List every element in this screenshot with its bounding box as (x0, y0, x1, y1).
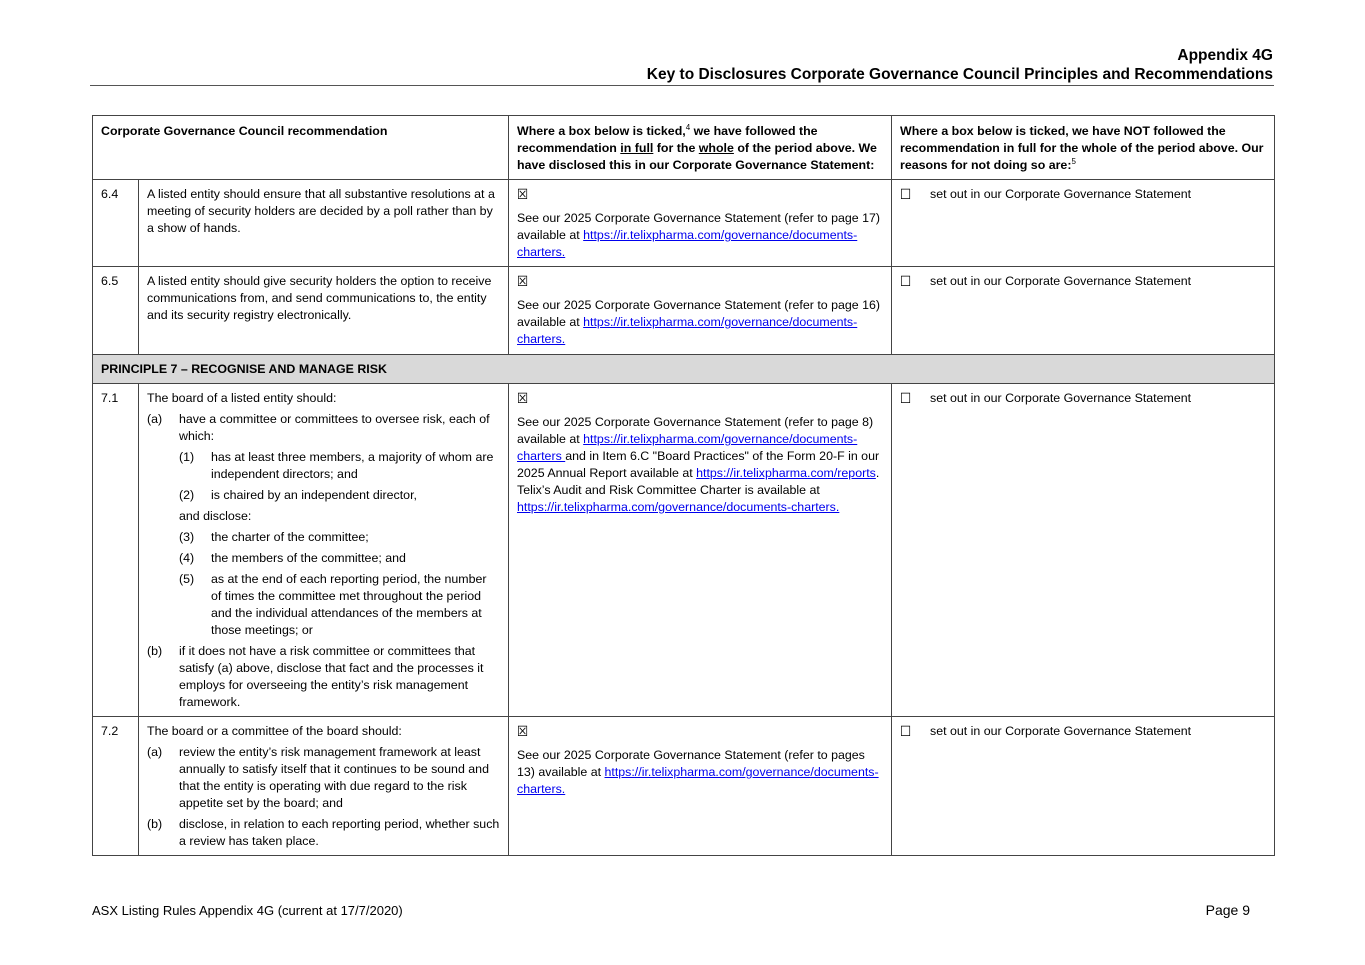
followed-cell: ☒ See our 2025 Corporate Governance Statement (refer to page 17) available at https://ir.telixpharma.com/governance/documents-charters. (509, 180, 892, 267)
ticked-checkbox[interactable]: ☒ (517, 186, 529, 202)
rec-number: 6.5 (93, 267, 139, 355)
followed-cell: ☒ See our 2025 Corporate Governance Statement (refer to page 8) available at https://ir.telixpharma.com/governance/documents-charters and in Item 6.C "Board Practices" of the Form 20-F in our 2025 Annual Report available at https://ir.telixpharma.com/reports. Telix’s Audit and Risk Committee Charter is available at https://ir.telixpharma.com/governance/documents-charters. (509, 384, 892, 717)
followed-cell: ☒ See our 2025 Corporate Governance Statement (refer to pages 13) available at https://ir.telixpharma.com/governance/documents-charters. (509, 717, 892, 856)
charters-link[interactable]: https://ir.telixpharma.com/governance/documents-charters. (517, 315, 858, 346)
header-rule (90, 85, 1274, 86)
audit-charter-link[interactable]: https://ir.telixpharma.com/governance/documents-charters. (517, 500, 840, 514)
not-followed-cell: ☐ set out in our Corporate Governance Statement (892, 267, 1275, 355)
footnote-4: 4 (685, 122, 691, 132)
table-row (93, 717, 1275, 856)
page-header (647, 46, 1273, 84)
table-row (93, 180, 1275, 267)
charters-link[interactable]: https://ir.telixpharma.com/governance/documents-charters. (517, 765, 879, 796)
table-row (93, 267, 1275, 355)
col3-header: Where a box below is ticked, we have NOT followed the recommendation in full for the whole of the period above. Our reasons for not doing so are:$^5$ (892, 116, 1275, 180)
footnote-5: 5 (1071, 156, 1076, 166)
ticked-checkbox[interactable]: ☒ (517, 390, 529, 406)
principle-7-heading: PRINCIPLE 7 – RECOGNISE AND MANAGE RISK (93, 355, 1275, 384)
disclosure-table (92, 115, 1275, 856)
rec-number: 7.1 (93, 384, 139, 717)
col1-header: Corporate Governance Council recommendation (93, 116, 509, 180)
ticked-checkbox[interactable]: ☒ (517, 273, 529, 289)
unticked-checkbox[interactable]: ☐ (900, 186, 912, 202)
ticked-checkbox[interactable]: ☒ (517, 723, 529, 739)
document-subtitle: Key to Disclosures Corporate Governance Council Principles and Recommendations (646, 66, 1273, 83)
footer-source: ASX Listing Rules Appendix 4G (current at 17/7/2020) (92, 903, 403, 918)
rec-number: 7.2 (93, 717, 139, 856)
table-row (93, 384, 1275, 717)
rec-text: A listed entity should ensure that all substantive resolutions at a meeting of security holders are decided by a poll rather than by a show of hands. (139, 180, 509, 267)
reports-link[interactable]: https://ir.telixpharma.com/reports (696, 466, 876, 480)
page-number: Page 9 (1205, 902, 1250, 918)
principle-row (93, 355, 1275, 384)
col2-header: Where a box below is ticked,$^4$ we have followed the recommendation in full for the whole of the period above. We have disclosed this in our Corporate Governance Statement: (509, 116, 892, 180)
not-followed-cell: ☐ set out in our Corporate Governance Statement (892, 180, 1275, 267)
followed-cell: ☒ See our 2025 Corporate Governance Statement (refer to page 16) available at https://ir.telixpharma.com/governance/documents-charters. (509, 267, 892, 355)
unticked-checkbox[interactable]: ☐ (900, 723, 912, 739)
not-followed-cell: ☐ set out in our Corporate Governance Statement (892, 717, 1275, 856)
rec-text: The board or a committee of the board should: (a) review the entity’s risk management framework at least annually to satisfy itself that it continues to be sound and that the entity is operating with due regard to the risk appetite set by the board; and (b) disclose, in relation to each reporting period, whether such a review has taken place. (139, 717, 509, 856)
table-header-row (93, 116, 1275, 180)
rec-text: The board of a listed entity should: (a) have a committee or committees to oversee risk, each of which: (1) has at least three members, a majority of whom are independent directors; and (2) is chaired by an independent director, and disclose: (3) the charter of the committee; (4) the members of the committee; and (5) as at the end of each reporting period, the number of times the committee met throughout the period and the individual attendances of the members at those meetings; or (b) if it does not have a risk committee or committees that satisfy (a) above, disclose that fact and the processes it employs for overseeing the entity’s risk management framework. (139, 384, 509, 717)
charters-link[interactable]: https://ir.telixpharma.com/governance/documents-charters (517, 432, 858, 463)
not-followed-cell: ☐ set out in our Corporate Governance Statement (892, 384, 1275, 717)
unticked-checkbox[interactable]: ☐ (900, 390, 912, 406)
unticked-checkbox[interactable]: ☐ (900, 273, 912, 289)
rec-number: 6.4 (93, 180, 139, 267)
charters-link[interactable]: https://ir.telixpharma.com/governance/documents-charters. (517, 228, 858, 259)
rec-text: A listed entity should give security holders the option to receive communications from, and send communications to, the entity and its security registry electronically. (139, 267, 509, 355)
appendix-title: Appendix 4G (1177, 47, 1273, 64)
